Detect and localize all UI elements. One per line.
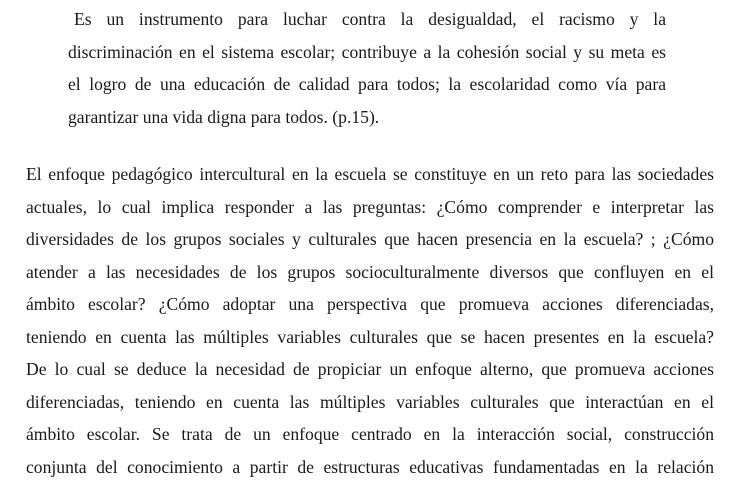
paragraph-line: El enfoque pedagógico intercultural en la escuela se constituye en un reto para las sociedades: [26, 164, 714, 184]
paragraph-line: teniendo en cuenta las múltiples variables culturales que se hacen presentes en la escuela?: [26, 326, 714, 347]
quote-line: discriminación en el sistema escolar; contribuye a la cohesión social y su meta es: [68, 41, 666, 62]
block-quote: [68, 3, 666, 133]
paragraph-line: diferenciadas, teniendo en cuenta las múltiples variables culturales que interactúan en el: [26, 391, 714, 412]
paragraph-line: actuales, lo cual implica responder a las preguntas: ¿Cómo comprender e interpretar las: [26, 196, 714, 217]
paragraph-line: atender a las necesidades de los grupos socioculturalmente diversos que confluyen en el: [26, 261, 714, 282]
quote-line: Es un instrumento para luchar contra la desigualdad, el racismo y la: [74, 9, 666, 29]
quote-line: el logro de una educación de calidad para todos; la escolaridad como vía para: [68, 74, 666, 94]
paragraph-line: ámbito escolar. Se trata de un enfoque centrado en la interacción social, construcción: [26, 424, 714, 444]
paragraph-line: ámbito escolar? ¿Cómo adoptar una perspectiva que promueva acciones diferenciadas,: [26, 294, 714, 314]
paragraph-line: conjunta del conocimiento a partir de estructuras educativas fundamentadas en la relación: [26, 456, 714, 477]
body-paragraph: [26, 158, 714, 483]
quote-line: garantizar una vida digna para todos. (p.15).: [68, 106, 380, 127]
paragraph-line: De lo cual se deduce la necesidad de propiciar un enfoque alterno, que promueva acciones: [26, 359, 714, 379]
paragraph-line: diversidades de los grupos sociales y culturales que hacen presencia en la escuela? ; ¿Cómo: [26, 229, 714, 249]
